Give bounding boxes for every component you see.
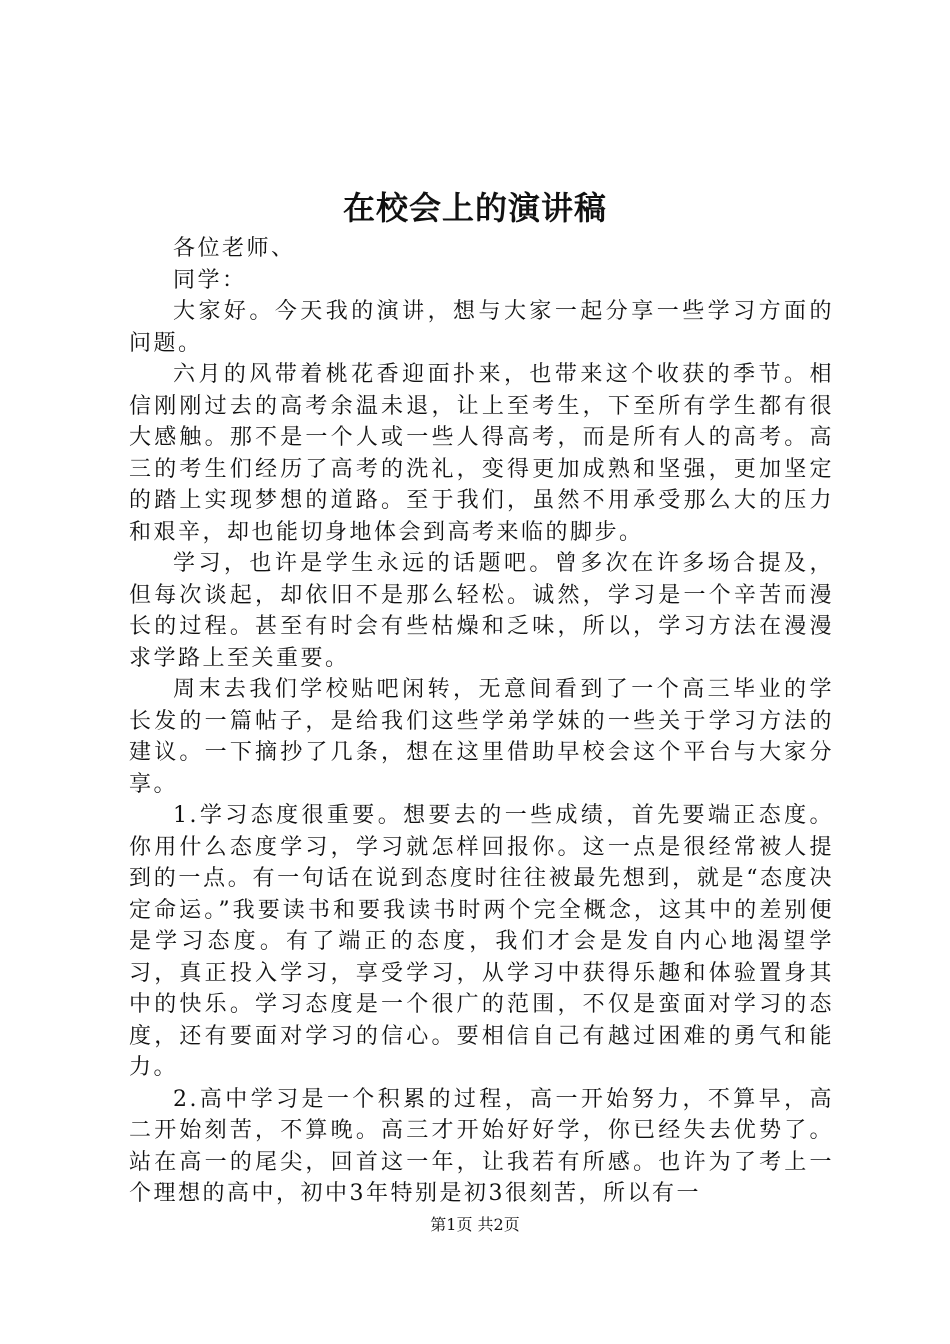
paragraph-study: 学习，也许是学生永远的话题吧。曾多次在许多场合提及，但每次谈起，却依旧不是那么轻松。诚然，学习是一个辛苦而漫长的过程。甚至有时会有些枯燥和乏味，所以，学习方法在漫漫求学路上至关重要。 — [129, 551, 834, 671]
document-body — [129, 233, 834, 1210]
paragraph-point-2: 2.高中学习是一个积累的过程，高一开始努力，不算早，高二开始刻苦，不算晚。高三才开始好好学，你已经失去优势了。站在高一的尾尖，回首这一年，让我若有所感。也许为了考上一个理想的高中，初中3年特别是初3很刻苦，所以有一 — [129, 1086, 834, 1206]
paragraph-june: 六月的风带着桃花香迎面扑来，也带来这个收获的季节。相信刚刚过去的高考余温未退，让上至考生，下至所有学生都有很大感触。那不是一个人或一些人得高考，而是所有人的高考。高三的考生们经历了高考的洗礼，变得更加成熟和坚强，更加坚定的踏上实现梦想的道路。至于我们，虽然不用承受那么大的压力和艰辛，却也能切身地体会到高考来临的脚步。 — [129, 362, 834, 545]
page-number: 第1页 共2页 — [430, 1215, 520, 1234]
document-title: 在校会上的演讲稿 — [342, 189, 607, 227]
paragraph-greeting: 大家好。今天我的演讲，想与大家一起分享一些学习方面的问题。 — [129, 299, 834, 356]
paragraph-forum: 周末去我们学校贴吧闲转，无意间看到了一个高三毕业的学长发的一篇帖子，是给我们这些学弟学妹的一些关于学习方法的建议。一下摘抄了几条，想在这里借助早校会这个平台与大家分享。 — [129, 677, 834, 797]
paragraph-point-1: 1.学习态度很重要。想要去的一些成绩，首先要端正态度。你用什么态度学习，学习就怎样回报你。这一点是很经常被人提到的一点。有一句话在说到态度时往往被最先想到，就是“态度决定命运。”我要读书和要我读书时两个完全概念，这其中的差别便是学习态度。有了端正的态度，我们才会是发自内心地渴望学习，真正投入学习，享受学习，从学习中获得乐趣和体验置身其中的快乐。学习态度是一个很广的范围，不仅是蛮面对学习的态度，还有要面对学习的信心。要相信自己有越过困难的勇气和能力。 — [129, 803, 834, 1080]
salutation-line-2: 同学： — [173, 267, 247, 293]
salutation-line-1: 各位老师、 — [173, 236, 296, 261]
